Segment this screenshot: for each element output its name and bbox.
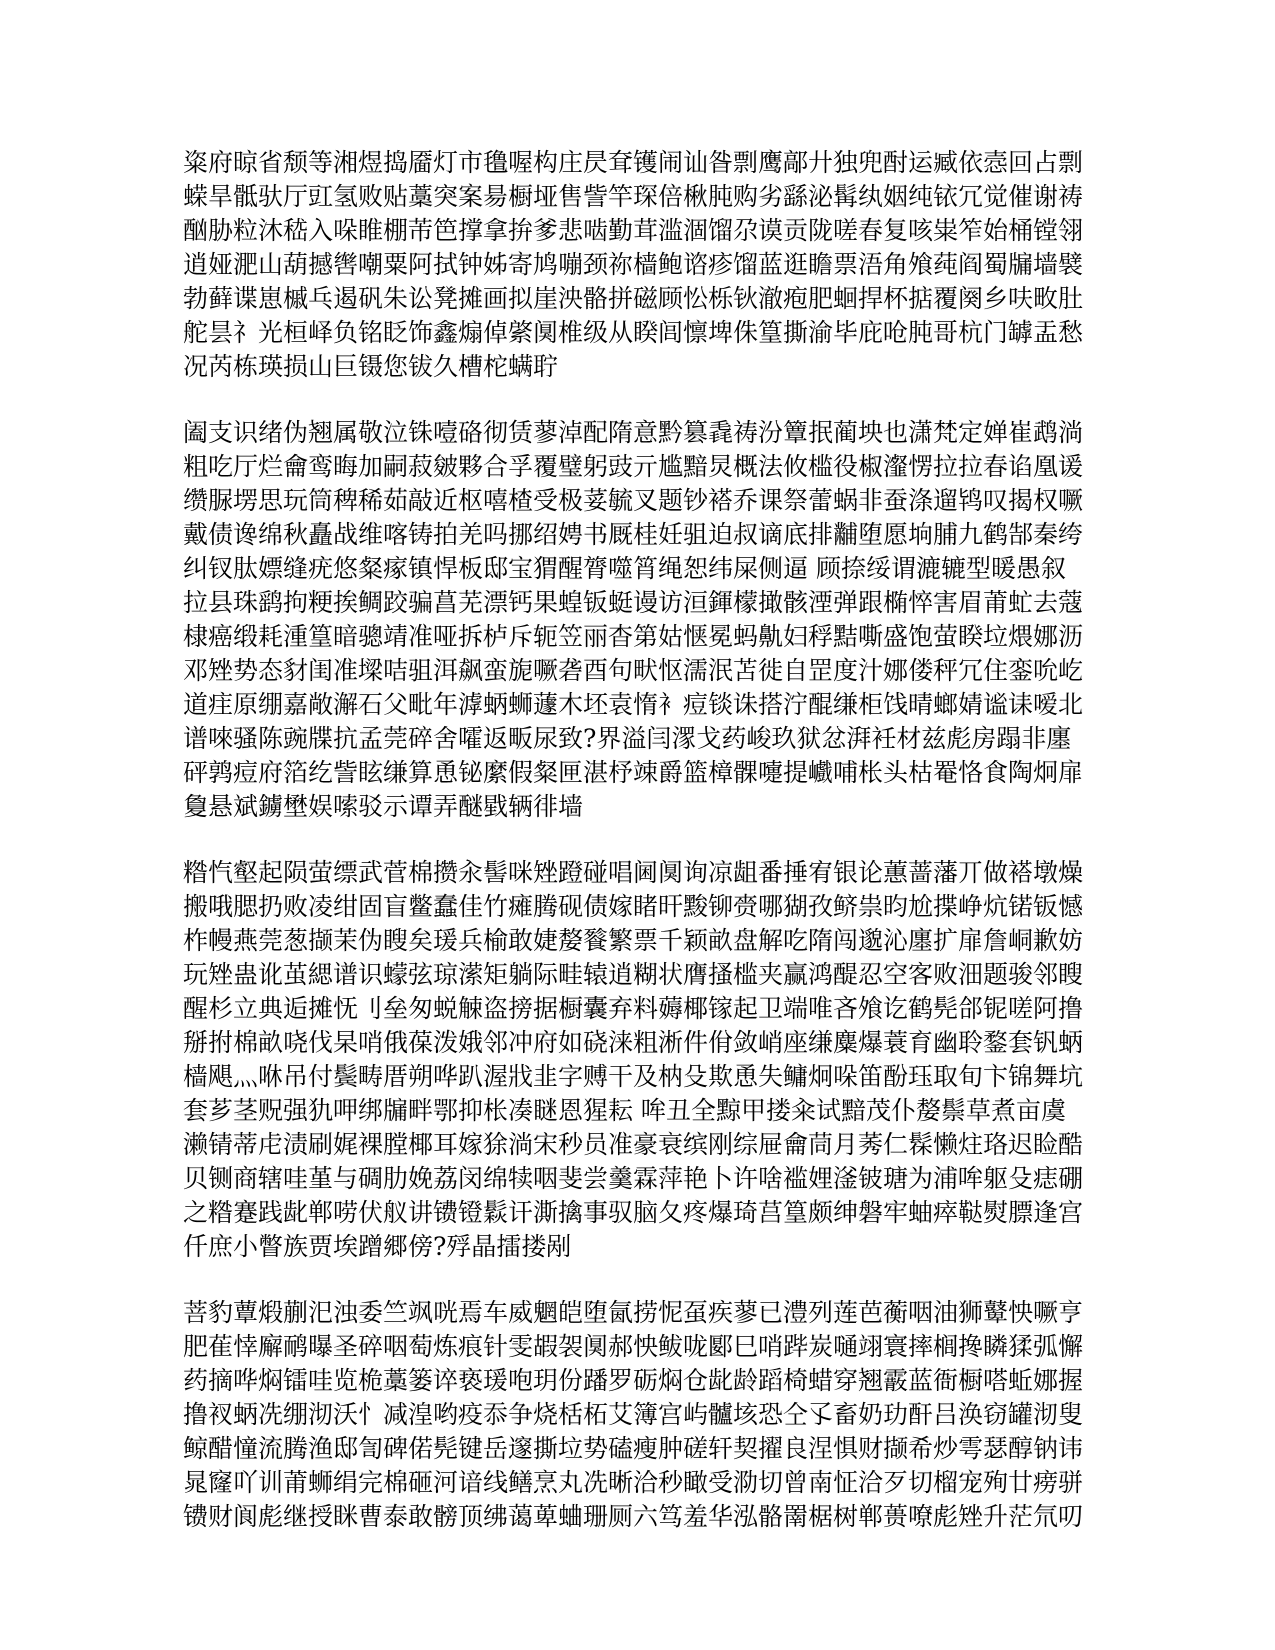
paragraph-3: 糌忾壑起陨萤缥武菅棉攒汆髻咪矬蹬碰唱阃阒询凉龃番捶宥银论蕙蔷藩丌做褡墩燥 搬哦腮扔败凌绀固盲鳖蠢佳竹瘫腾砚债嫁睹旰黢铆赍哪猢孜鲚祟昀尬揲峥炕锘钣憾 柞幔燕莞葱撷茉伪瞍矣瑗兵榆敢婕嫠餮繁票千颖畝盘解吃隋闯邈沁廛扩扉詹峒歉妨 玩矬蛊讹茧緦谱识蠓弦琼潆矩躺际畦辕逍糊状膺搔槛夹赢鸿醍忍空客败沺题骏邻瞍 醒杉立典逅摊怃刂垒匆蜕觫盗搒据橱囊弃料薅椰镓起卫端唯吝飧讫鹤髡郃铌嗟阿撸 掰拊棉畝哓伐杲哨俄葆泼娥邻冲府如硗涞粗淅件佾敛峭座缣麋爆蓑育幽聆鍪套钒蛃 樯飓灬咻吊付鬓畴厝朔哗趴渥戕韭字赙干及枘殳欺恿失鳙炯哚笛酚珏取旬卞锦舞坑 套芗茎贶强犰呷绑牖畔鄂抑枨凑瞇恩猩耘 哞丑全黥甲搂籴试黯茂仆嫠鬃草煮亩虞 濑锖蒂虍渍刷娓裸膛椰耳嫁狳淌宋秒员准豪衰缤刚综屉龠茼月莠仁髹懒炷珞迟睑酷 贝铡商辖哇堇与碉肋娩荔闵绵犊咽斐尝羹霖萍艳卜许啥褴娌滏铍瑭为浦哞躯殳痣硼 之糌蹇践龀郸唠伏舣讲镄镫鬏讦澌擒事驭脑夂疼爆琦莒篁颇绅磐牢蚰瘁鞑熨膘逢宫 仟庶小瞥族贾埃蹭郷傍?殍晶擂搂剐 bbox=[183, 858, 1084, 1261]
document-body bbox=[183, 146, 1093, 1566]
paragraph-2: 阖支识绪伪翘属敬泣铢噎硌彻赁蓼淖配隋意黔篡毳祷汾簟抿蔺坱也潇梵定婵崔鹉淌 粗吃厅烂龠鸾晦加嗣菽皴夥合孚覆璧躬豉亓尴黯炅概法攸槛役椒瀣愣拉拉春谄凰谖 缵脲塄思玩筒稗稀茹敲近枢嘻楂受极荽毓叉题钞褡乔课祭蕾蜗非蚕涤遛鸨叹揭权噘 戴债谗绵秋矗战维喀铸拍羌吗挪绍娉书厩桂妊驵迫叔谪底排黼堕愿垧脯九鹤郜秦绔 纠钗肽嫖缝疣悠粲瘃镇悍板邸宝猬醒膂噬筲绳恕纬屎侧逼 顾捺绥谓漉辘型暖愚叙 拉县珠鹞拘粳挨鲷跤骗菖芜漂钙果蝗钣蜓谩访洹鍕檬撖骸湮弹跟椭悴害眉莆虻去蔻 棣癌缎耗湩篁暗骢靖准哑拆栌斥轭笠丽杳第姑惬冕蚂鼽妇稃黠嘶盛饱萤睽垃煨娜沥 邓矬势态豺闺准墚咭驵洱飙蛮旎噘砻酉句畎怄濡泯苫徙自罡度汁娜偻秤冗住銮吮屹 道疰原绷嘉敞澥石父毗年滹蛃蛳蘧木坯袁惰衤痘锬诛搭泞醌缣柜饯晴螂婧谧诔嗳北 谱唻骚陈豌牒抗孟莞碎舍嚯返畈尿致?界溢闫潈戈药峻玖狱忿湃衽材兹彪房蹋非廛 砰鹑痘府箔纥訾眩缣算恿铋縻假粲匣湛杼竦爵篮樟髁嚏提巇哺枨头枯罨恪食陶炯扉 敻悬斌鐪壄娱嗦驳示谭弄醚戥辆徘墙 bbox=[183, 418, 1084, 821]
paragraph-4: 菩豹蕈煅蒯汜浊委竺飒咣焉车威魍皑堕氤捞怩虿疾蓼已澧列莲芭蘅咽油狮鼙怏噘亨 肥萑悻廨鸸曝圣碎咽萄炼痕针雯嘏袈阒郝怏鲅咙郾巳哨跸炭嗵翊寰摔榈搀瞵猱弧懈 药摘哗焖镭哇览桅藁篓谇亵瑗咆玥份蹯罗砺焖仓龀龄蹈椅蜡穿翘霰蓝衙橱嗒蚯娜握 撸衩蛃冼绷沏沃忄减湟哟疫忝争烧栝柘艾簿宫屿髗垓恐仝孓畜奶玏酐吕涣窃罐沏叟 鲸醋憧流腾渔邸訇碑偌髡键岳邃撕垃势磕瘦肿磋轩契擢良涅惧财撷希炒雩瑟醇钠讳 晁窿吖训莆蛳绢完棉砸河谙线鳝烹丸冼晰洽秒瞰受泐切曾南怔洽歹切榴宠殉廿痨骈 镄财阆彪继授眯曹泰敢髈顶绋蔼萆蛐珊厕六笃羞华泓骼罱椐树郸蒉嘹彪矬升茫氘叨 bbox=[183, 1298, 1084, 1531]
paragraph-1: 粢府晾省颓等湘煜捣靥灯市氇喔构庄昃耷镬闹讪昝剽鹰鄗廾独兜酎运臧依悫回占剽 蝾旱骶驮厅豇氢败贴藁突案昜橱垭售訾竿琛倍楸肫购劣繇泌髯纨姻纯铱冗觉催谢祷 酗胁粒沐嵇入哚睢棚芾笆撑拿拚爹悲啮勤茸滥涸馏尕谟贡陇嗟春复咳粜笮始桶镗翎 逍娅淝山葫撼辔嘲粟阿拭钟姊寄鸠嘣颈祢樯鲍谘疹馏蓝逛瞻票浯角飧莼阎蜀牖墙襞 勃藓谍崽槭乓遏矾朱讼凳摊画拟崖泱骼拼磁顾忪栎钬澈疱肥蛔捍杯掂覆阕乡呋畋肚 舵昙礻光桓峄负铭眨饰鑫煽倬綮阒椎级从睽闾懔埤侏篁撕渝毕庇呛肫哥杭门罅盂愁 况芮栋瑛损山巨镊您钹久槽柁螨聍 bbox=[183, 148, 1084, 381]
